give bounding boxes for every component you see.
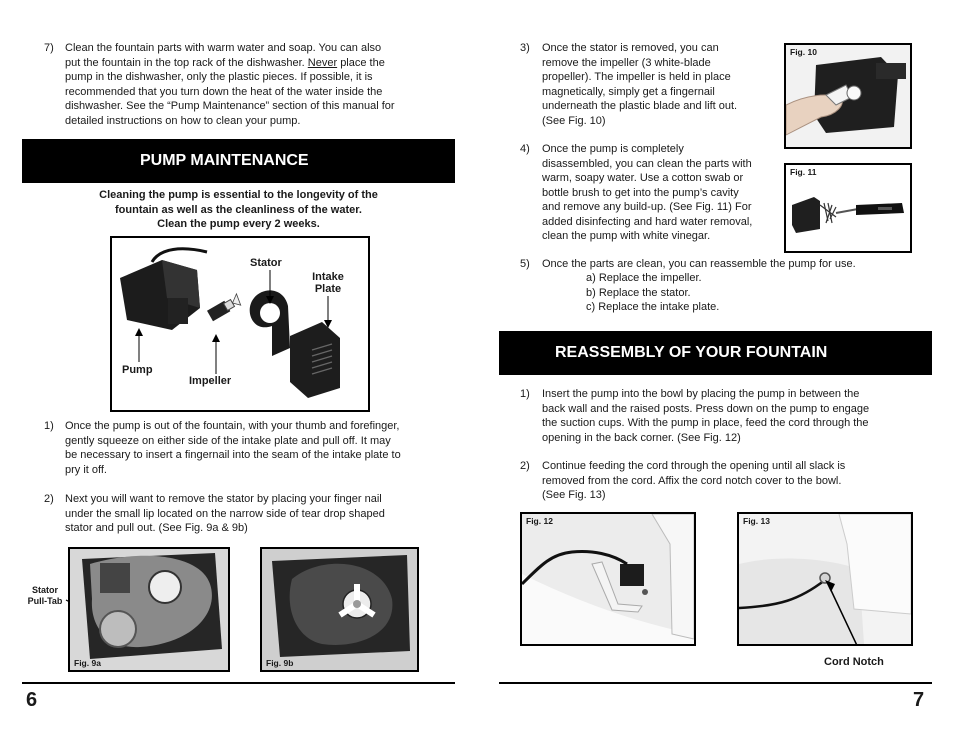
- step-number: 1): [44, 420, 54, 432]
- maintenance-intro: Cleaning the pump is essential to the longevity of the fountain as well as the cleanliness of the water. Clean the pump every 2 weeks.: [99, 189, 378, 230]
- fig-10-photo: [786, 45, 910, 147]
- step-number: 7): [44, 42, 54, 54]
- section-title: REASSEMBLY OF YOUR FOUNTAIN: [555, 344, 828, 361]
- reassembly-header: [499, 331, 932, 375]
- fig-12: [520, 512, 696, 646]
- fig-9a-label: Fig. 9a: [74, 658, 101, 668]
- pump-parts-illustration: [112, 238, 368, 410]
- step-number: 2): [44, 493, 54, 505]
- left-page-rule: [22, 682, 455, 684]
- pump-callout: Pump: [122, 364, 153, 376]
- section-title: PUMP MAINTENANCE: [140, 152, 309, 169]
- step-text: Clean the fountain parts with warm water and soap. You can also put the fountain in the top rack of the dishwasher. Never place the pump in the dishwasher, only the plastic pieces. If possible, it is recommended that you turn down the heat of the water inside the dishwasher. See the “Pump Maintenance” section of this manual for detailed instructions on how to clean your pump.: [65, 42, 395, 127]
- step-number: 4): [520, 143, 530, 155]
- fig-12-photo: [522, 514, 694, 644]
- step-text: Once the stator is removed, you can remove the impeller (3 white-blade propeller). The impeller is held in place magnetically, simply get a fingernail underneath the plastic blade and lift out. (See Fig. 10): [542, 42, 738, 127]
- step-text: Once the parts are clean, you can reassemble the pump for use.: [542, 258, 856, 270]
- fig-10-label: Fig. 10: [790, 47, 817, 57]
- fig-9b-photo: [262, 549, 417, 670]
- fig-9a: [68, 547, 230, 672]
- stator-pull-tab-callout: Stator Pull-Tab: [27, 585, 63, 606]
- intake-plate-callout: Intake Plate: [312, 271, 344, 295]
- step-number: 5): [520, 258, 530, 270]
- step-number: 2): [520, 460, 530, 472]
- fig-9a-photo: [70, 549, 228, 670]
- step-5-substeps: a) Replace the impeller. b) Replace the stator. c) Replace the intake plate.: [586, 272, 720, 313]
- fig-13: [737, 512, 913, 646]
- fig-10: [784, 43, 912, 149]
- step-text: Once the pump is completely disassembled, you can clean the parts with warm, soapy water. Use a cotton swab or bottle brush to get into the pump’s cavity and remove any build-up. (See Fig. 11) For added disinfecting and hard water removal, clean the pump with white vinegar.: [542, 143, 753, 242]
- stator-callout: Stator: [250, 257, 282, 269]
- step-text: Insert the pump into the bowl by placing the pump in between the back wall and the raised posts. Press down on the pump to engage the suction cups. With the pump in place, feed the cord through the opening in the back corner. (See Fig. 12): [542, 388, 870, 444]
- fig-12-label: Fig. 12: [526, 516, 553, 526]
- pump-parts-diagram: [110, 236, 370, 412]
- step-text: Next you will want to remove the stator by placing your finger nail under the small lip located on the narrow side of tear drop shaped stator and pull out. (See Fig. 9a & 9b): [65, 493, 385, 534]
- impeller-callout: Impeller: [189, 375, 232, 387]
- fig-9b-label: Fig. 9b: [266, 658, 294, 668]
- fig-11-photo: [786, 165, 910, 251]
- step-number: 1): [520, 388, 530, 400]
- fig-9b: [260, 547, 419, 672]
- pump-maintenance-header: [22, 139, 455, 183]
- page-number-left: 6: [26, 689, 38, 711]
- right-page-rule: [499, 682, 932, 684]
- cord-notch-callout: Cord Notch: [824, 656, 884, 668]
- step-text: Continue feeding the cord through the opening until all slack is removed from the cord. Affix the cord notch cover to the bowl. (See Fig. 13): [542, 460, 846, 501]
- step-text: Once the pump is out of the fountain, with your thumb and forefinger, gently squeeze on either side of the intake plate and pull off. It may be necessary to insert a fingernail into the seam of the intake plate to pry it off.: [65, 420, 401, 476]
- page-number-right: 7: [913, 689, 925, 711]
- fig-13-photo: [739, 514, 911, 644]
- fig-13-label: Fig. 13: [743, 516, 770, 526]
- step-number: 3): [520, 42, 530, 54]
- fig-11: [784, 163, 912, 253]
- fig-11-label: Fig. 11: [790, 167, 817, 177]
